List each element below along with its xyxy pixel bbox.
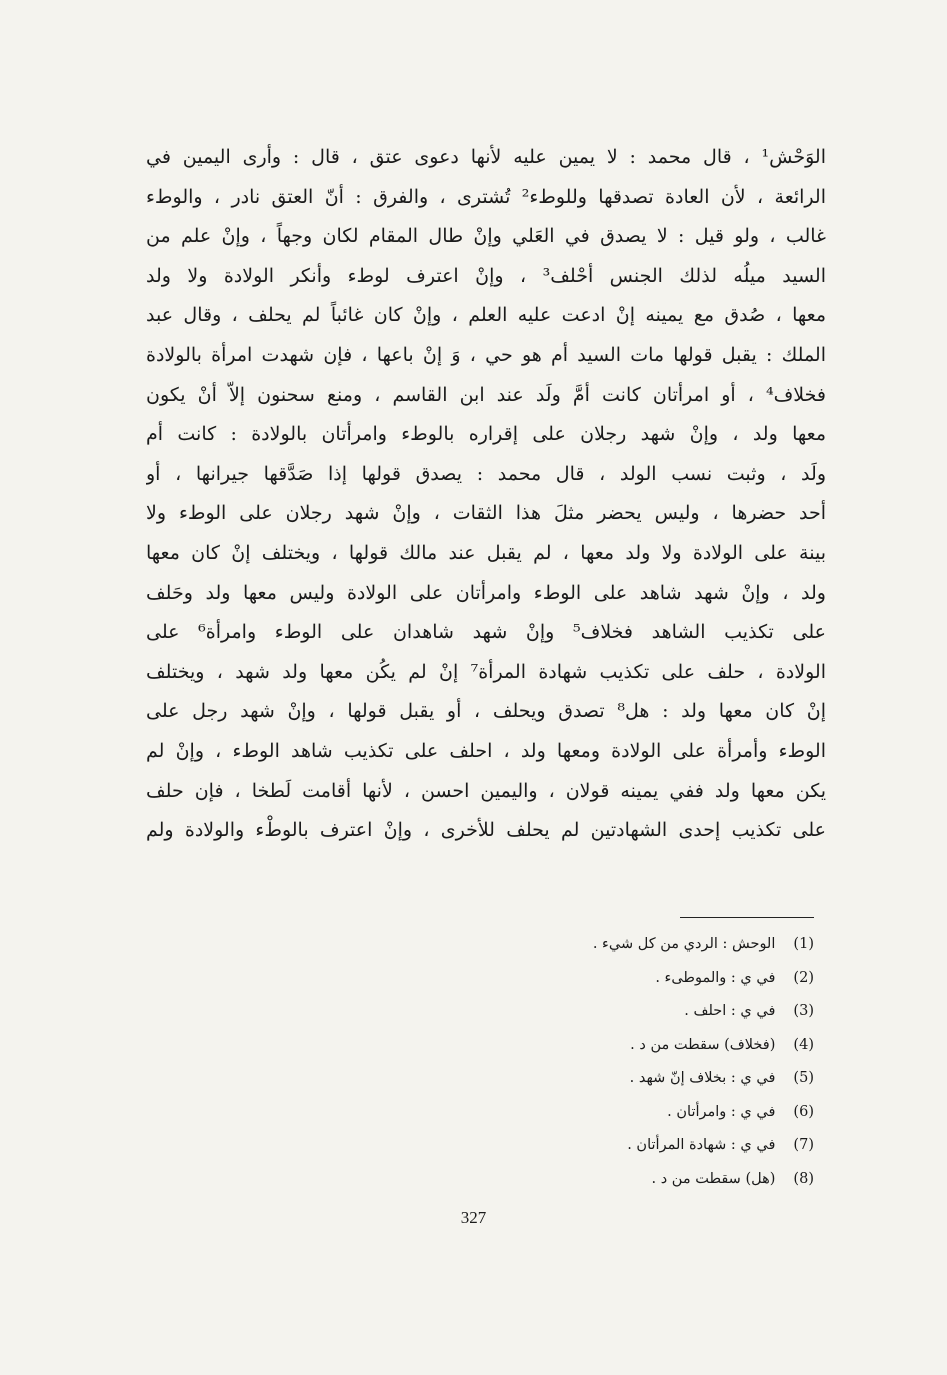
footnote-number: (3)	[793, 1003, 814, 1019]
footnote-number: (6)	[793, 1103, 814, 1120]
footnote-text: في ي : بخلاف إنّ شهد .	[629, 1070, 776, 1086]
footnote-number: (8)	[793, 1170, 814, 1187]
text-line: الوَحْش¹ ، قال محمد : لا يمين عليه لأنها دعوى عتق ، قال : وأرى اليمين في	[146, 146, 826, 168]
footnote	[394, 1029, 814, 1063]
footnote	[394, 928, 814, 962]
footnote-text: في ي : والموطىء .	[655, 969, 776, 986]
main-text	[146, 138, 826, 851]
footnote-number: (5)	[793, 1070, 814, 1086]
footnote-separator	[680, 917, 814, 918]
text-line: على تكذيب الشاهد فخلاف⁵ وإنْ شهد شاهدان على الوطء وامرأة⁶ على	[146, 621, 826, 644]
footnote-number: (7)	[793, 1137, 814, 1153]
footnote	[394, 995, 814, 1029]
footnote-number: (4)	[793, 1036, 814, 1053]
text-line: السيد ميلُه لذلك الجنس أحْلف³ ، وإنْ اعترف لوطء وأنكر الولادة ولا ولد	[146, 264, 826, 287]
footnote-text: الوحش : الردي من كل شيء .	[592, 936, 776, 952]
footnote-text: في ي : وامرأتان .	[667, 1103, 776, 1120]
footnote-number: (1)	[793, 936, 814, 952]
text-line: الرائعة ، لأن العادة تصدقها وللوطء² تُشترى ، والفرق : أنّ العتق نادر ، والوطء	[146, 185, 826, 208]
footnote-text: في ي : شهادة المرأتان .	[627, 1137, 776, 1153]
text-line: معها ولد ، وإنْ شهد رجلان على إقراره بالوطء وامرأتان بالولادة : كانت أم	[146, 423, 826, 446]
footnote	[394, 1062, 814, 1096]
text-line: ولد ، وإنْ شهد شاهد على الوطء وامرأتان على الولادة وليس معها ولد وحَلف	[146, 581, 826, 604]
footnote-number: (2)	[793, 969, 814, 986]
text-line: بينة على الولادة ولا ولد معها ، لم يقبل عند مالك قولها ، ويختلف إنْ كان معها	[146, 541, 826, 564]
footnote	[394, 1163, 814, 1197]
text-line: الملك : يقبل قولها مات السيد أم هو حي ، وَ إنْ باعها ، فإن شهدت امرأة بالولادة	[146, 343, 826, 366]
text-line: إنْ كان معها ولد : هل⁸ تصدق ويحلف ، أو يقبل قولها ، وإنْ شهد رجل على	[146, 700, 826, 723]
text-line: أحد حضرها ، وليس يحضر مثلَ هذا الثقات ، وإنْ شهد رجلان على الوطء ولا	[146, 502, 826, 525]
footnote	[394, 962, 814, 996]
footnote	[394, 1096, 814, 1130]
footnote-text: (هل) سقطت من د .	[651, 1170, 776, 1187]
text-line: الولادة ، حلف على تكذيب شهادة المرأة⁷ إنْ لم يكُن معها ولد شهد ، ويختلف	[146, 660, 826, 683]
page-number: 327	[460, 1208, 487, 1227]
footnotes	[394, 928, 814, 1196]
footnote-text: (فخلاف) سقطت من د .	[630, 1036, 776, 1053]
text-line: فخلاف⁴ ، أو امرأتان كانت أمَّ ولَد عند ابن القاسم ، ومنع سحنون إلاّ أنْ يكون	[146, 383, 826, 406]
text-line: ولَد ، وثبت نسب الولد ، قال محمد : يصدق قولها إذا صَدَّقها جيرانها ، أو	[146, 462, 826, 485]
footnote-text: في ي : احلف .	[684, 1003, 776, 1019]
text-line: يكن معها ولد ففي يمينه قولان ، واليمين احسن ، لأنها أقامت لَطخا ، فإن حلف	[146, 779, 826, 802]
text-line: معها ، صُدق مع يمينه إنْ ادعت عليه العلم ، وإنْ كان غائباً لم يحلف ، وقال عبد	[146, 304, 826, 327]
text-line: على تكذيب إحدى الشهادتين لم يحلف للأخرى ، وإنْ اعترف بالوطْء والولادة ولم	[146, 819, 826, 842]
footnote	[394, 1129, 814, 1163]
text-line: الوطء وأمرأة على الولادة ومعها ولد ، احلف على تكذيب شاهد الوطء ، وإنْ لم	[146, 739, 826, 762]
text-line: غالب ، ولو قيل : لا يصدق في العَلي وإنْ طال المقام لكان وجهاً ، وإنْ علم من	[146, 225, 826, 248]
